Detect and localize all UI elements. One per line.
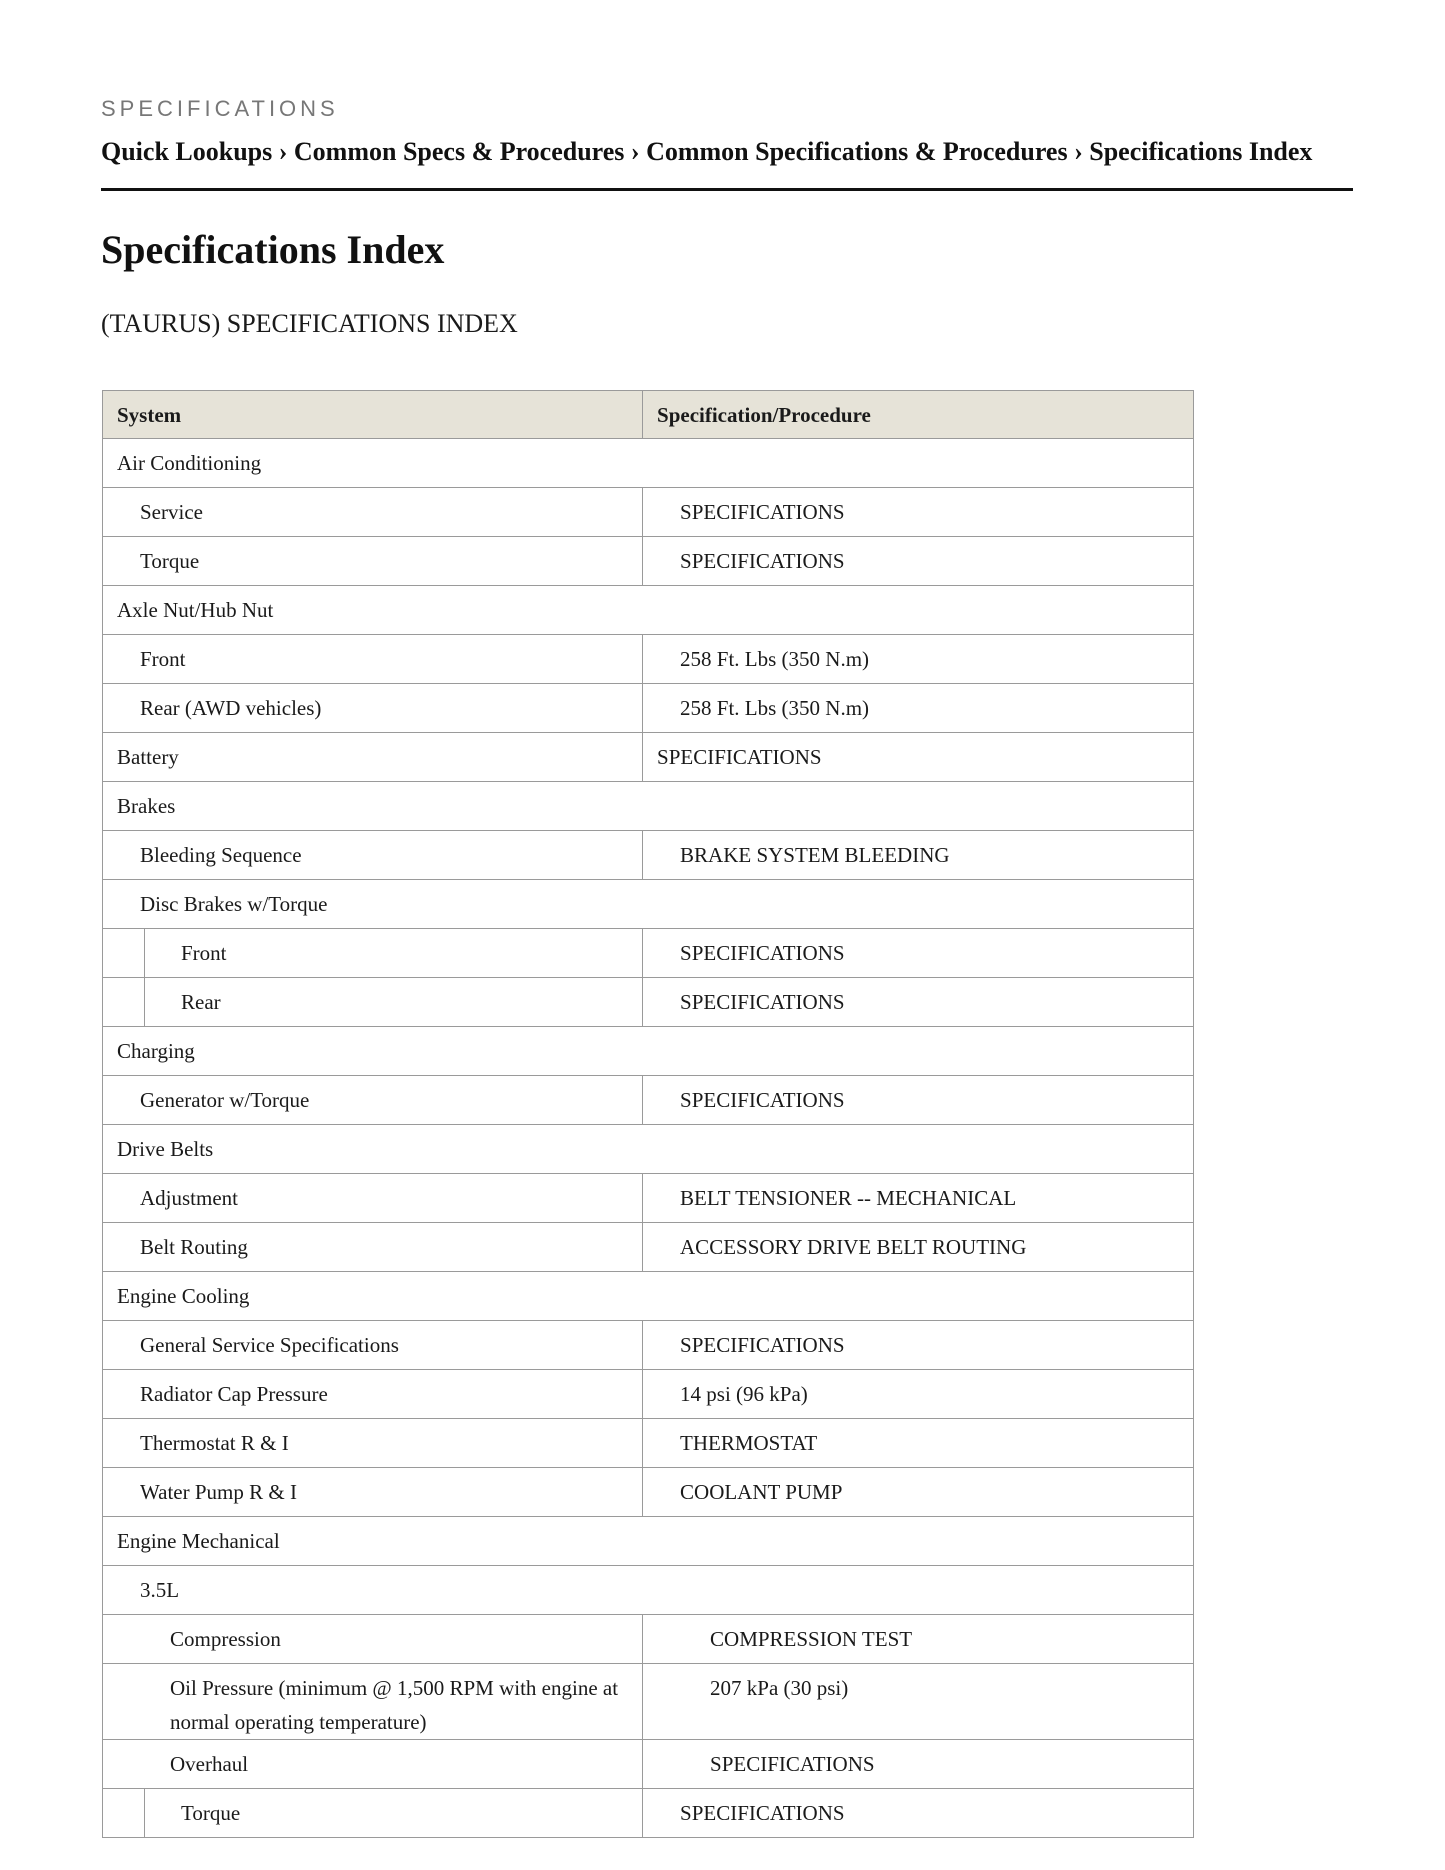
specification-cell: BRAKE SYSTEM BLEEDING xyxy=(643,831,1194,880)
specification-cell: SPECIFICATIONS xyxy=(643,1076,1194,1125)
specification-cell: SPECIFICATIONS xyxy=(643,1321,1194,1370)
table-row xyxy=(103,1789,1194,1838)
system-cell: Charging xyxy=(103,1027,1194,1076)
system-cell: Rear (AWD vehicles) xyxy=(103,684,643,733)
system-cell: Thermostat R & I xyxy=(103,1419,643,1468)
system-cell: Bleeding Sequence xyxy=(103,831,643,880)
system-cell: Service xyxy=(103,488,643,537)
system-cell: Drive Belts xyxy=(103,1125,1194,1174)
table-row xyxy=(103,733,1194,782)
specification-cell: SPECIFICATIONS xyxy=(643,733,1194,782)
table-row xyxy=(103,635,1194,684)
table-row xyxy=(103,1174,1194,1223)
column-header-spec: Specification/Procedure xyxy=(643,391,1194,439)
system-cell: Engine Cooling xyxy=(103,1272,1194,1321)
page-title: Specifications Index xyxy=(101,227,445,272)
system-cell: Disc Brakes w/Torque xyxy=(103,880,1194,929)
indent-spacer-cell xyxy=(103,929,145,978)
system-cell: Torque xyxy=(103,537,643,586)
table-row xyxy=(103,1468,1194,1517)
system-cell: Front xyxy=(145,929,643,978)
table-row xyxy=(103,1615,1194,1664)
system-cell: Torque xyxy=(145,1789,643,1838)
specification-cell: 207 kPa (30 psi) xyxy=(643,1664,1194,1740)
table-row xyxy=(103,929,1194,978)
breadcrumb: Quick Lookups › Common Specs & Procedures › Common Specifications & Procedures › Specifications Index xyxy=(101,137,1313,166)
system-cell: Front xyxy=(103,635,643,684)
system-cell: Brakes xyxy=(103,782,1194,831)
table-row xyxy=(103,1664,1194,1740)
table-row xyxy=(103,684,1194,733)
system-cell: Adjustment xyxy=(103,1174,643,1223)
specification-cell: SPECIFICATIONS xyxy=(643,488,1194,537)
table-row xyxy=(103,1419,1194,1468)
specification-cell: 14 psi (96 kPa) xyxy=(643,1370,1194,1419)
table-row xyxy=(103,1321,1194,1370)
section-eyebrow: SPECIFICATIONS xyxy=(101,96,339,121)
system-cell: Rear xyxy=(145,978,643,1027)
table-row xyxy=(103,439,1194,488)
specification-cell: SPECIFICATIONS xyxy=(643,1740,1194,1789)
table-row xyxy=(103,1223,1194,1272)
specification-cell: SPECIFICATIONS xyxy=(643,1789,1194,1838)
system-cell: Overhaul xyxy=(103,1740,643,1789)
table-row xyxy=(103,978,1194,1027)
specification-cell: SPECIFICATIONS xyxy=(643,537,1194,586)
system-cell: Engine Mechanical xyxy=(103,1517,1194,1566)
specification-cell: COMPRESSION TEST xyxy=(643,1615,1194,1664)
specification-cell: COOLANT PUMP xyxy=(643,1468,1194,1517)
system-cell: Oil Pressure (minimum @ 1,500 RPM with engine at normal operating temperature) xyxy=(103,1664,643,1740)
table-row xyxy=(103,782,1194,831)
table-row xyxy=(103,1125,1194,1174)
system-cell: Water Pump R & I xyxy=(103,1468,643,1517)
specification-cell: ACCESSORY DRIVE BELT ROUTING xyxy=(643,1223,1194,1272)
table-row xyxy=(103,488,1194,537)
specification-cell: SPECIFICATIONS xyxy=(643,978,1194,1027)
specifications-table xyxy=(102,390,1194,1838)
table-row xyxy=(103,1566,1194,1615)
system-cell: Belt Routing xyxy=(103,1223,643,1272)
table-row xyxy=(103,1740,1194,1789)
system-cell: Compression xyxy=(103,1615,643,1664)
system-cell: Air Conditioning xyxy=(103,439,1194,488)
system-cell: Axle Nut/Hub Nut xyxy=(103,586,1194,635)
specification-cell: SPECIFICATIONS xyxy=(643,929,1194,978)
table-row xyxy=(103,1272,1194,1321)
column-header-system: System xyxy=(103,391,643,439)
table-row xyxy=(103,1076,1194,1125)
table-row xyxy=(103,586,1194,635)
table-body xyxy=(103,439,1194,1838)
specification-cell: BELT TENSIONER -- MECHANICAL xyxy=(643,1174,1194,1223)
system-cell: Battery xyxy=(103,733,643,782)
indent-spacer-cell xyxy=(103,1789,145,1838)
table-row xyxy=(103,1027,1194,1076)
system-cell: Radiator Cap Pressure xyxy=(103,1370,643,1419)
table-row xyxy=(103,831,1194,880)
header-divider xyxy=(101,188,1353,191)
system-cell: 3.5L xyxy=(103,1566,1194,1615)
indent-spacer-cell xyxy=(103,978,145,1027)
page-subtitle: (TAURUS) SPECIFICATIONS INDEX xyxy=(101,309,518,338)
system-cell: Generator w/Torque xyxy=(103,1076,643,1125)
system-cell: General Service Specifications xyxy=(103,1321,643,1370)
table-row xyxy=(103,880,1194,929)
specification-cell: 258 Ft. Lbs (350 N.m) xyxy=(643,635,1194,684)
specification-cell: THERMOSTAT xyxy=(643,1419,1194,1468)
table-header-row xyxy=(103,391,1194,439)
table-row xyxy=(103,1517,1194,1566)
specification-cell: 258 Ft. Lbs (350 N.m) xyxy=(643,684,1194,733)
table-row xyxy=(103,537,1194,586)
table-row xyxy=(103,1370,1194,1419)
